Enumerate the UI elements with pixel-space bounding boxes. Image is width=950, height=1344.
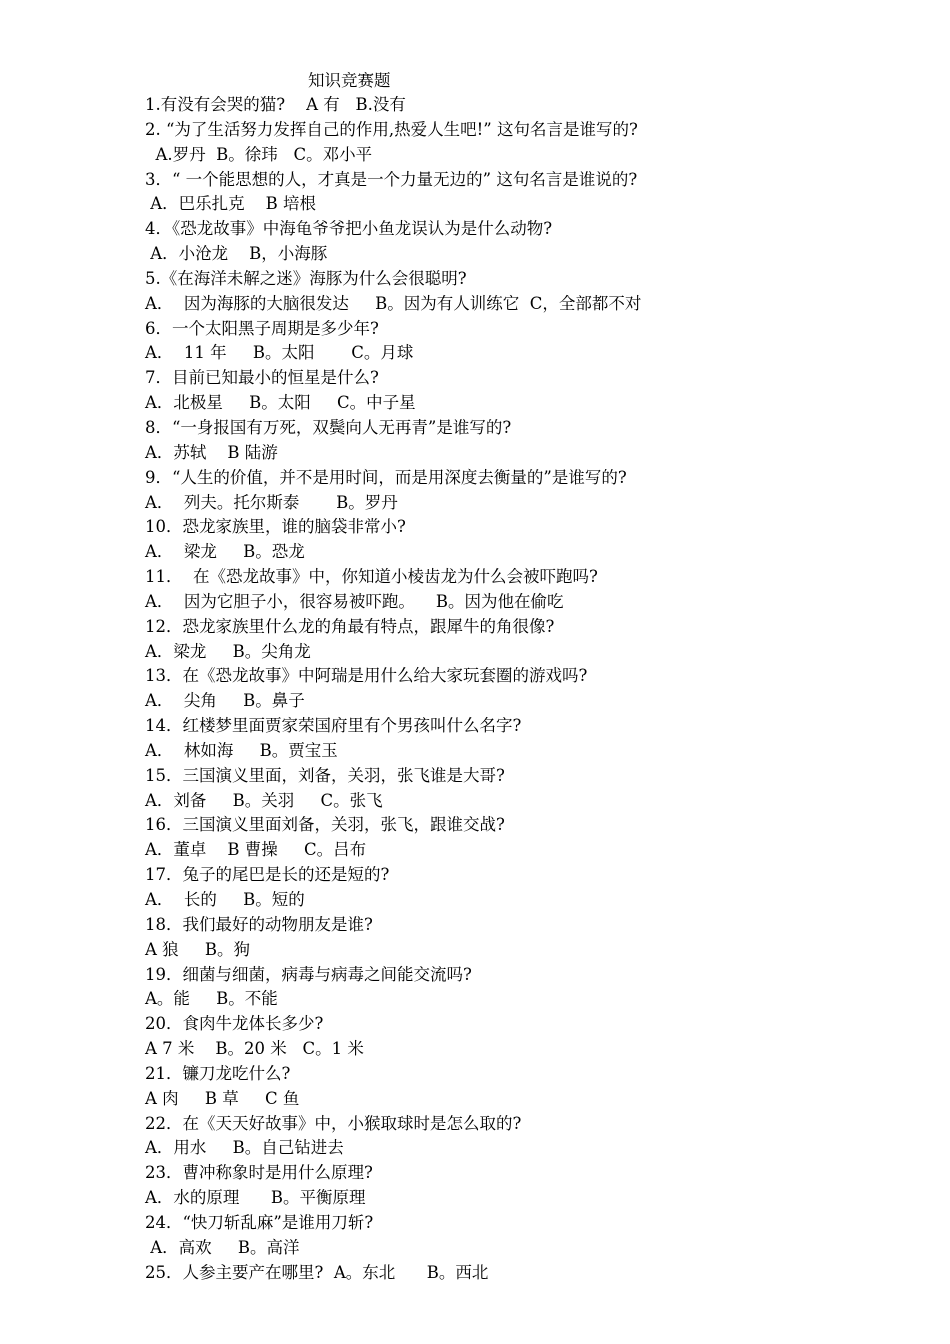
question-12-options: A．梁龙 B。尖角龙 bbox=[145, 641, 311, 661]
question-13-options: A． 尖角 B。鼻子 bbox=[145, 691, 305, 711]
question-20: 20．食肉牛龙体长多少? bbox=[145, 1014, 324, 1034]
question-23: 23．曹冲称象时是用什么原理? bbox=[145, 1163, 373, 1183]
question-13: 13．在《恐龙故事》中阿瑞是用什么给大家玩套圈的游戏吗? bbox=[145, 666, 588, 686]
question-6: 6．一个太阳黑子周期是多少年? bbox=[145, 318, 379, 338]
question-22: 22．在《天天好故事》中，小猴取球时是怎么取的? bbox=[145, 1113, 522, 1133]
question-16-options: A．董卓 B 曹操 C。吕布 bbox=[145, 840, 367, 860]
question-19: 19．细菌与细菌，病毒与病毒之间能交流吗? bbox=[145, 964, 472, 984]
question-2: 2. “为了生活努力发挥自己的作用,热爱人生吧!” 这句名言是谁写的? bbox=[145, 119, 638, 139]
question-list bbox=[145, 93, 925, 1286]
question-1: 1.有没有会哭的猫? A 有 B.没有 bbox=[145, 95, 406, 114]
question-8: 8．“一身报国有万死，双鬓向人无再青”是谁写的? bbox=[145, 417, 512, 437]
question-16: 16．三国演义里面刘备，关羽，张飞，跟谁交战? bbox=[145, 815, 505, 835]
question-7-options: A．北极星 B。太阳 C。中子星 bbox=[145, 393, 416, 413]
question-14-options: A． 林如海 B。贾宝玉 bbox=[145, 740, 338, 760]
question-5: 5.《在海洋未解之迷》海豚为什么会很聪明? bbox=[145, 268, 467, 288]
question-6-options: A． 11 年 B。太阳 C。月球 bbox=[145, 343, 414, 363]
question-15-options: A．刘备 B。关羽 C。张飞 bbox=[145, 790, 383, 810]
question-20-options: A 7 米 B。20 米 C。1 米 bbox=[145, 1039, 364, 1059]
question-14: 14．红楼梦里面贾家荣国府里有个男孩叫什么名字? bbox=[145, 716, 522, 736]
question-21-options: A 肉 B 草 C 鱼 bbox=[145, 1088, 300, 1108]
question-2-options: A.罗丹 B。徐玮 C。邓小平 bbox=[145, 144, 373, 164]
question-24-options: A．高欢 B。高洋 bbox=[145, 1237, 300, 1257]
question-25: 25．人参主要产在哪里? A。东北 B。西北 bbox=[145, 1262, 489, 1282]
question-10-options: A． 梁龙 B。恐龙 bbox=[145, 542, 305, 562]
question-17-options: A． 长的 B。短的 bbox=[145, 890, 305, 909]
document-title: 知识竞赛题 bbox=[308, 71, 391, 90]
question-9: 9．“人生的价值，并不是用时间，而是用深度去衡量的”是谁写的? bbox=[145, 467, 627, 487]
question-23-options: A．水的原理 B。平衡原理 bbox=[145, 1188, 366, 1208]
question-18: 18．我们最好的动物朋友是谁? bbox=[145, 914, 373, 934]
question-12: 12．恐龙家族里什么龙的角最有特点，跟犀牛的角很像? bbox=[145, 616, 555, 636]
question-18-options: A 狼 B。狗 bbox=[145, 939, 251, 959]
question-4: 4．《恐龙故事》中海龟爷爷把小鱼龙误认为是什么动物? bbox=[145, 219, 553, 239]
question-22-options: A．用水 B。自己钻进去 bbox=[145, 1138, 344, 1158]
question-9-options: A． 列夫。托尔斯泰 B。罗丹 bbox=[145, 492, 398, 512]
question-3: 3．“ 一个能思想的人，才真是一个力量无边的” 这句名言是谁说的? bbox=[145, 169, 638, 189]
question-24: 24．“快刀斩乱麻”是谁用刀斩? bbox=[145, 1212, 374, 1232]
question-8-options: A．苏轼 B 陆游 bbox=[145, 442, 278, 462]
question-5-options: A． 因为海豚的大脑很发达 B。因为有人训练它 C，全部都不对 bbox=[145, 293, 642, 313]
question-19-options: A。能 B。不能 bbox=[145, 989, 278, 1009]
question-17: 17．兔子的尾巴是长的还是短的? bbox=[145, 865, 390, 885]
question-4-options: A．小沧龙 B，小海豚 bbox=[145, 244, 328, 264]
question-11-options: A． 因为它胆子小，很容易被吓跑。 B。因为他在偷吃 bbox=[145, 591, 564, 611]
question-10: 10．恐龙家族里，谁的脑袋非常小? bbox=[145, 517, 406, 537]
question-15: 15．三国演义里面，刘备，关羽，张飞谁是大哥? bbox=[145, 765, 505, 785]
question-3-options: A．巴乐扎克 B 培根 bbox=[145, 194, 317, 214]
question-7: 7．目前已知最小的恒星是什么? bbox=[145, 368, 379, 388]
question-21: 21．镰刀龙吃什么? bbox=[145, 1063, 291, 1083]
question-11: 11． 在《恐龙故事》中，你知道小棱齿龙为什么会被吓跑吗? bbox=[145, 567, 598, 587]
